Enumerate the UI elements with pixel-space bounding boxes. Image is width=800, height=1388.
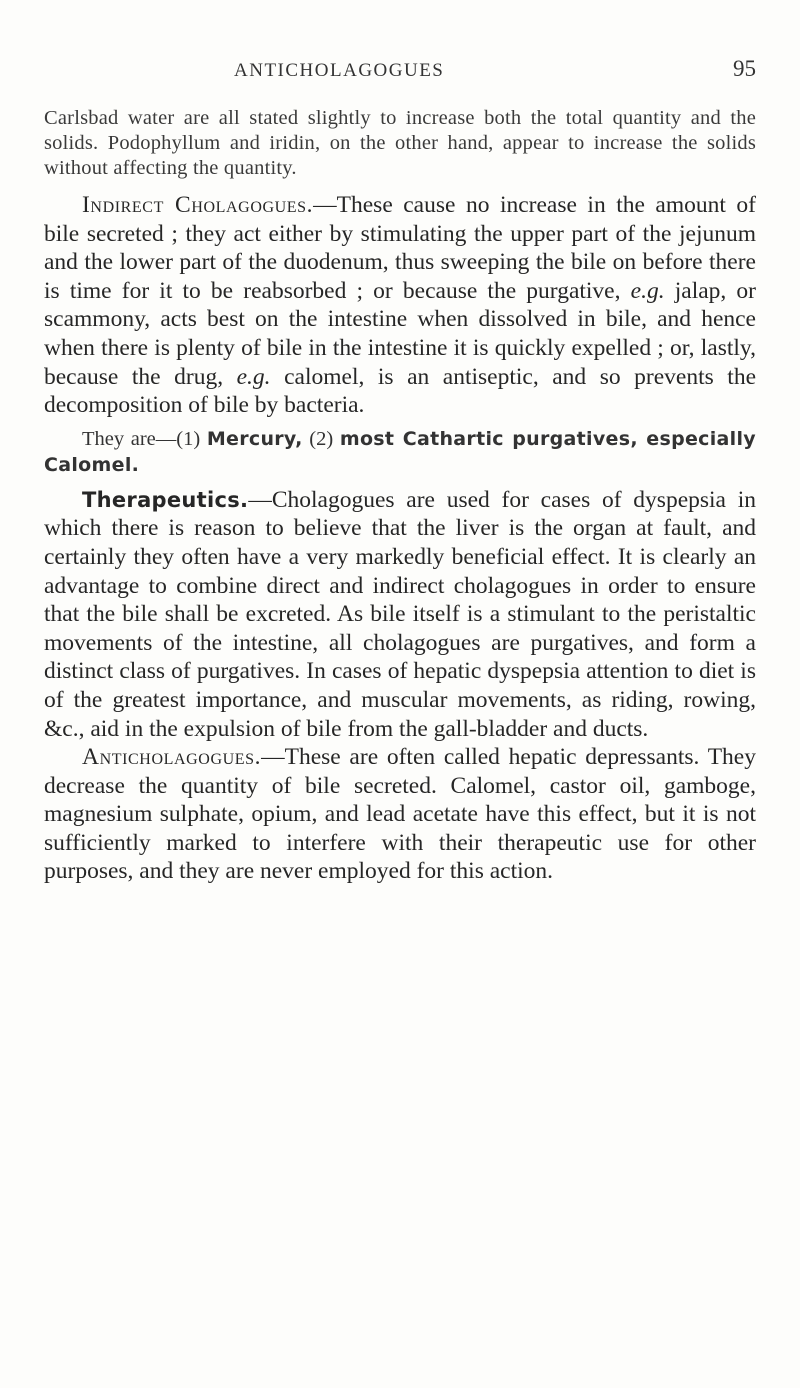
paragraph-text: —Cholagogues are used for cases of dyspepsia in which there is reason to believe that the liver is the organ at fault, and certainly they often have a very markedly beneficial effect. It is clearly an advantage to combine direct and indirect cholagogues in order to ensure that the bile shall be excreted. As bile itself is a stimulant to the peristaltic movements of the intestine, all cholagogues are purgatives, and form a distinct class of purgatives. In cases of hepatic dyspepsia attention to diet is of the greatest importance, and muscular movements, as riding, rowing, &c., aid in the expulsion of bile from the gall-bladder and ducts.: [44, 486, 756, 742]
body-text: [44, 106, 756, 886]
book-page: [44, 0, 774, 1388]
paragraph-text: —These are often called hepatic depressants. They decrease the quantity of bile secreted. Calomel, castor oil, gamboge, magnesium sulphate, opium, and lead acetate have this effect, but it is not sufficiently marked to interfere with their therapeutic use for other purposes, and they are never employed for this action.: [44, 744, 756, 885]
list-intro: They are—(1): [82, 427, 207, 450]
bold-term-cathartic-purgatives: most Cathartic purgatives, especially Calomel.: [44, 427, 756, 476]
paragraph-text: —These cause no increase in the amount of bile secreted ; they act either by stimulating the upper part of the jejunum and the lower part of the duodenum, thus sweeping the bile on before there is time for it to be reabsorbed ; or because the purgative,: [44, 192, 756, 304]
paragraph-text: Carlsbad water are all stated slightly to increase both the total quantity and the solids. Podophyllum and iridin, on the other hand, appear to increase the solids without affecting the quantity.: [44, 107, 756, 179]
section-heading-therapeutics: Therapeutics.: [82, 487, 249, 512]
paragraph-text: jalap, or scammony, acts best on the intestine when dissolved in bile, and hence when there is plenty of bile in the intestine it is quickly expelled ; or, lastly, because the drug,: [44, 277, 756, 390]
paragraph-text: calomel, is an antiseptic, and so prevents the decomposition of bile by bacteria.: [44, 363, 756, 419]
list-separator: (2): [302, 427, 340, 450]
bold-term-mercury: Mercury,: [206, 427, 303, 450]
paragraph-indirect-cholagogues: [44, 191, 756, 420]
paragraph-anticholagogues: [44, 743, 756, 886]
italic-abbreviation: e.g.: [236, 363, 271, 390]
section-heading-indirect-cholagogues: Indirect Cholagogues.: [82, 192, 314, 218]
running-head: [44, 56, 774, 90]
page-number: 95: [733, 56, 756, 81]
paragraph-therapeutics: [44, 486, 756, 743]
running-title: ANTICHOLAGOGUES: [234, 60, 445, 81]
paragraph-carlsbad-water: [44, 106, 756, 181]
section-heading-anticholagogues: Anticholagogues.: [82, 744, 262, 771]
italic-abbreviation: e.g.: [630, 277, 665, 304]
paragraph-list-of-cholagogues: [44, 426, 756, 478]
